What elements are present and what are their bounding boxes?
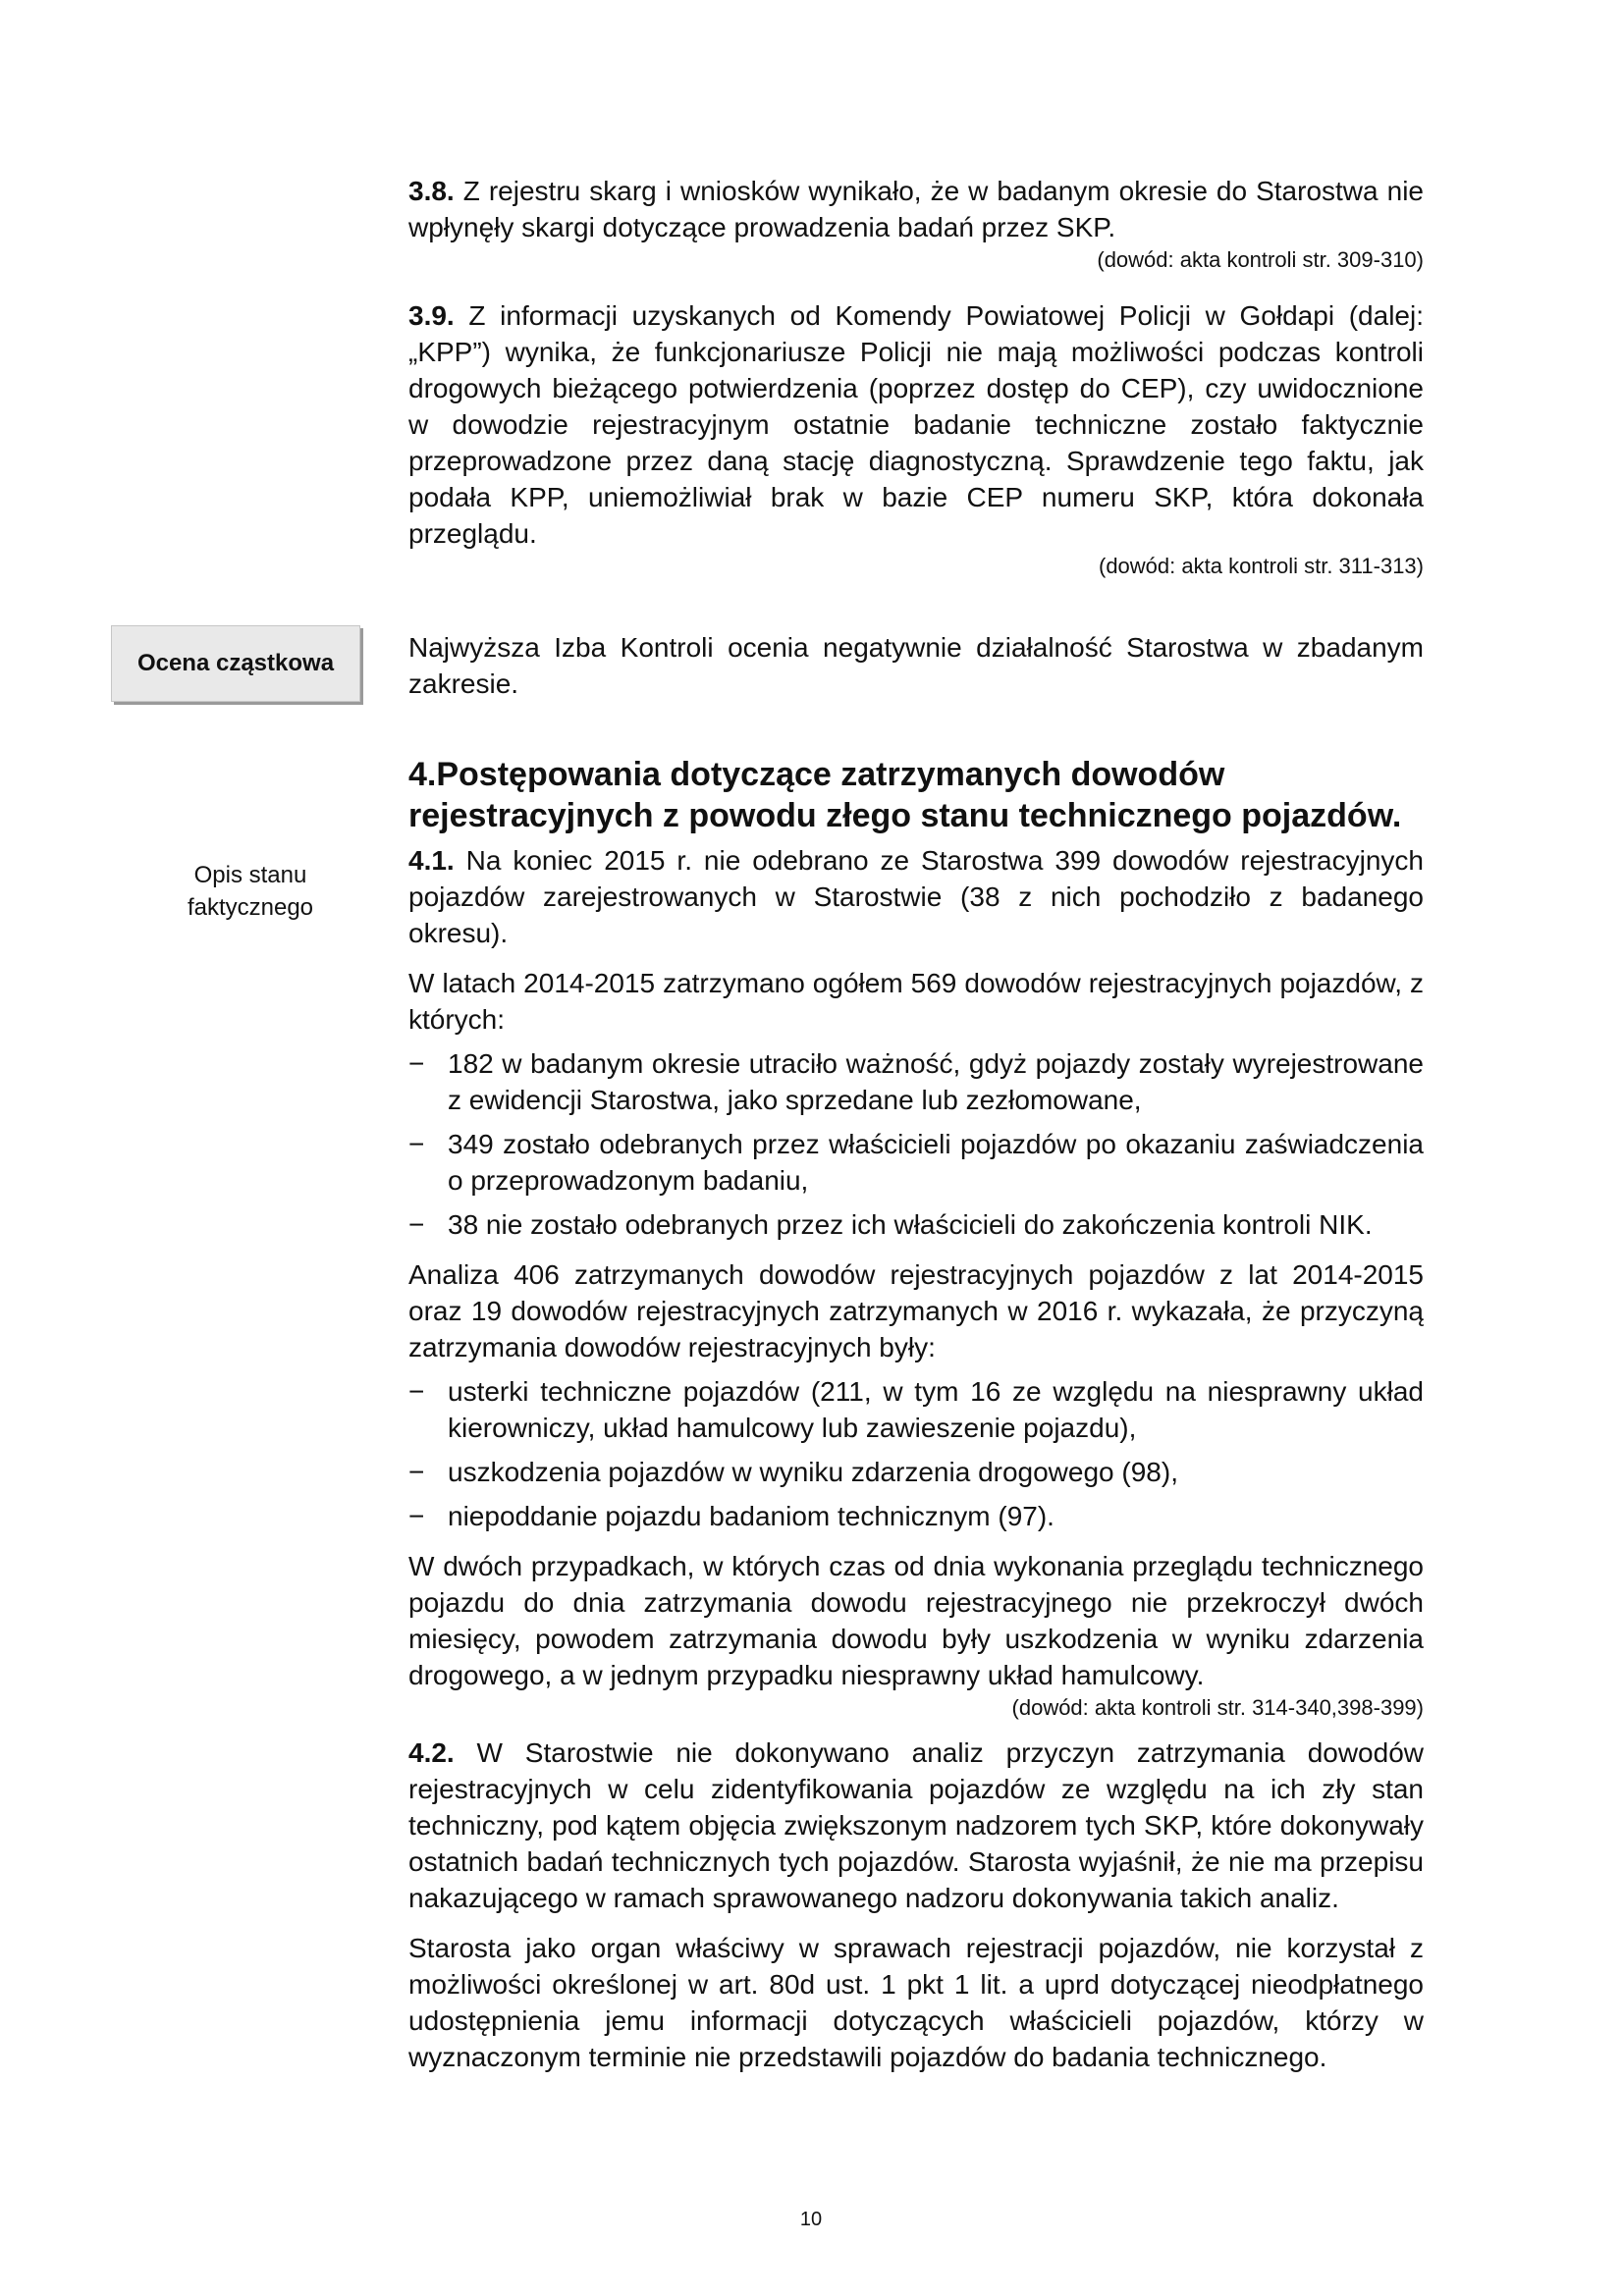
page-number: 10 — [799, 2209, 823, 2230]
side-label-line-1: Opis stanu — [193, 862, 307, 888]
section-3-9 — [408, 297, 1424, 581]
list-item-text: 349 zostało odebranych przez właścicieli pojazdów po okazaniu zaświadczenia o przeprowadzonym badaniu, — [448, 1129, 1424, 1196]
retained-documents-list — [408, 1045, 1424, 1243]
paragraph-4-1 — [408, 842, 1424, 951]
dash-bullet: − — [408, 1129, 425, 1159]
dash-bullet: − — [408, 1376, 425, 1407]
paragraph-analysis: Analiza 406 zatrzymanych dowodów rejestracyjnych pojazdów z lat 2014-2015 oraz 19 dowodów rejestracyjnych zatrzymanych w 2016 r. wykazała, że przyczyną zatrzymania dowodów rejestracyjnych były: — [408, 1259, 1424, 1362]
paragraph-number: 4.2. — [408, 1737, 455, 1768]
partial-assessment-text: Najwyższa Izba Kontroli ocenia negatywnie działalność Starostwa w zbadanym zakresie. — [408, 632, 1424, 699]
side-label-facts — [108, 859, 393, 924]
paragraph-number: 4.1. — [408, 845, 455, 876]
paragraph-years: W latach 2014-2015 zatrzymano ogółem 569 dowodów rejestracyjnych pojazdów, z których: — [408, 968, 1424, 1035]
list-item-text: 38 nie zostało odebranych przez ich właścicieli do zakończenia kontroli NIK. — [448, 1209, 1373, 1240]
partial-assessment-section — [408, 629, 1424, 702]
list-item-text: usterki techniczne pojazdów (211, w tym 16 ze względu na niesprawny układ kierowniczy, układ hamulcowy lub zawieszenie pojazdu), — [448, 1376, 1424, 1443]
dash-bullet: − — [408, 1209, 425, 1240]
list-item — [408, 1498, 1424, 1534]
paragraph-3-9 — [408, 297, 1424, 552]
paragraph-3-8 — [408, 173, 1424, 245]
dash-bullet: − — [408, 1457, 425, 1487]
list-item — [408, 1045, 1424, 1118]
evidence-reference: (dowód: akta kontroli str. 309-310) — [1097, 247, 1424, 272]
paragraph-number: 3.9. — [408, 300, 455, 331]
evidence-reference: (dowód: akta kontroli str. 314-340,398-399) — [1011, 1695, 1424, 1720]
side-label-line-2: faktycznego — [187, 894, 314, 921]
list-item-text: niepoddanie pojazdu badaniom technicznym (97). — [448, 1501, 1054, 1531]
partial-assessment-label: Ocena cząstkowa — [136, 650, 335, 676]
paragraph-text: Z informacji uzyskanych od Komendy Powiatowej Policji w Gołdapi (dalej: „KPP”) wynika, że funkcjonariusze Policji nie mają możliwości podczas kontroli drogowych bieżącego potwierdzenia (poprzez dostęp do CEP), czy uwidocznione w dowodzie rejestracyjnym ostatnie badanie techniczne zostało faktycznie przeprowadzone przez daną stację diagnostyczną. Sprawdzenie tego faktu, jak podała KPP, uniemożliwiał brak w bazie CEP numeru SKP, która dokonała przeglądu. — [408, 300, 1424, 549]
dash-bullet: − — [408, 1048, 425, 1079]
paragraph-starosta: Starosta jako organ właściwy w sprawach rejestracji pojazdów, nie korzystał z możliwości określonej w art. 80d ust. 1 pkt 1 lit. a uprd dotyczącej nieodpłatnego udostępnienia jemu informacji dotyczących właścicieli pojazdów, którzy w wyznaczonym terminie nie przedstawili pojazdów do badania technicznego. — [408, 1933, 1424, 2072]
paragraph-text: W Starostwie nie dokonywano analiz przyczyn zatrzymania dowodów rejestracyjnych w celu zidentyfikowania pojazdów ze względu na ich zły stan techniczny, pod kątem objęcia zwiększonym nadzorem tych SKP, które dokonywały ostatnich badań technicznych tych pojazdów. Starosta wyjaśnił, że nie ma przepisu nakazującego w ramach sprawowanego nadzoru dokonywania takich analiz. — [408, 1737, 1424, 1913]
paragraph-number: 3.8. — [408, 176, 455, 206]
partial-assessment-box — [111, 625, 360, 702]
section-4 — [408, 754, 1424, 2075]
section-heading: 4.Postępowania dotyczące zatrzymanych dowodów rejestracyjnych z powodu złego stanu technicznego pojazdów. — [408, 756, 1402, 834]
list-item — [408, 1373, 1424, 1446]
list-item — [408, 1206, 1424, 1243]
retention-causes-list — [408, 1373, 1424, 1534]
list-item-text: 182 w badanym okresie utraciło ważność, gdyż pojazdy zostały wyrejestrowane z ewidencji Starostwa, jako sprzedane lub zezłomowane, — [448, 1048, 1424, 1115]
section-3-8 — [408, 173, 1424, 275]
evidence-reference: (dowód: akta kontroli str. 311-313) — [1099, 554, 1424, 578]
paragraph-text: Na koniec 2015 r. nie odebrano ze Starostwa 399 dowodów rejestracyjnych pojazdów zarejestrowanych w Starostwie (38 z nich pochodziło z badanego okresu). — [408, 845, 1424, 948]
dash-bullet: − — [408, 1501, 425, 1531]
list-item-text: uszkodzenia pojazdów w wyniku zdarzenia drogowego (98), — [448, 1457, 1178, 1487]
list-item — [408, 1454, 1424, 1490]
paragraph-text: Z rejestru skarg i wniosków wynikało, że w badanym okresie do Starostwa nie wpłynęły skargi dotyczące prowadzenia badań przez SKP. — [408, 176, 1424, 242]
list-item — [408, 1126, 1424, 1199]
paragraph-4-2 — [408, 1735, 1424, 1916]
paragraph-two-cases: W dwóch przypadkach, w których czas od dnia wykonania przeglądu technicznego pojazdu do dnia zatrzymania dowodu rejestracyjnego nie przekroczył dwóch miesięcy, powodem zatrzymania dowodu były uszkodzenia w wyniku zdarzenia drogowego, a w jednym przypadku niesprawny układ hamulcowy. — [408, 1551, 1424, 1690]
